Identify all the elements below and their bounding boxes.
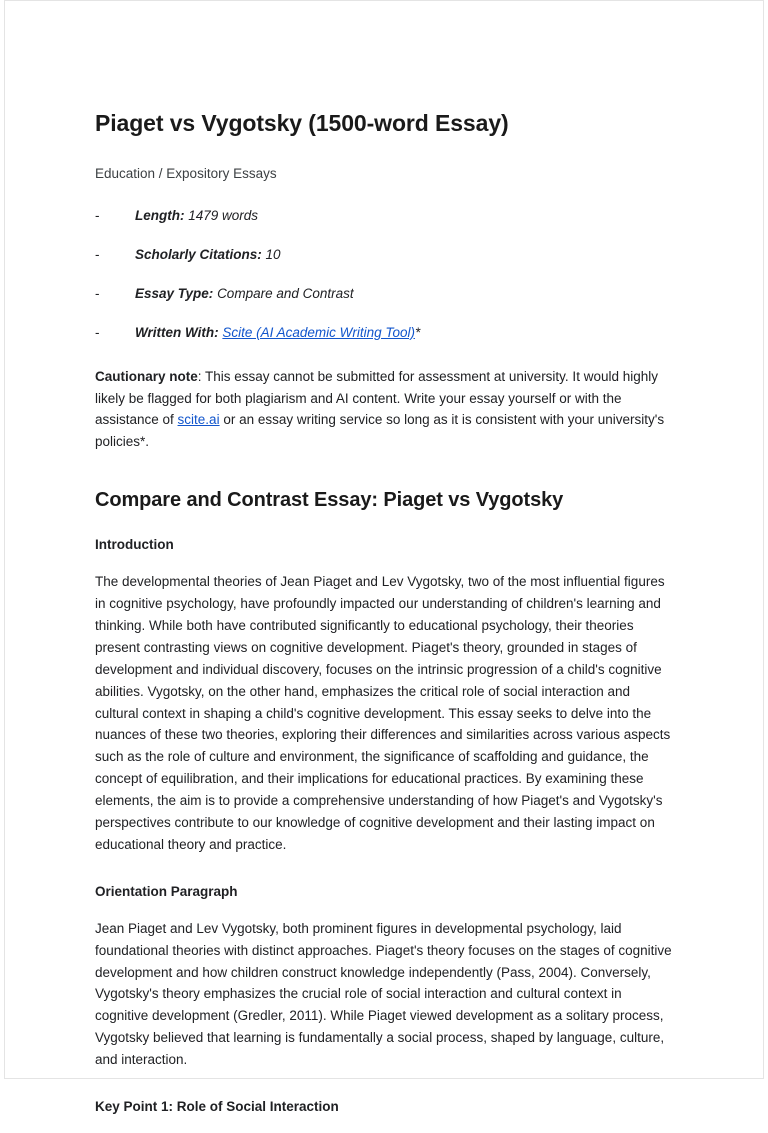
cautionary-note-text-before: : This essay cannot be submitted for assessment at university. It would highly likely be flagged for both plagiarism and AI content. Write your essay yourself or with the assistance of <box>95 368 658 428</box>
bullet-dash: - <box>95 324 100 340</box>
document-category: Education / Expository Essays <box>95 165 277 181</box>
scite-tool-link[interactable]: Scite (AI Academic Writing Tool) <box>222 324 415 340</box>
meta-label: Essay Type: <box>135 285 214 301</box>
list-item <box>95 284 673 305</box>
scite-ai-link[interactable]: scite.ai <box>177 412 220 428</box>
cautionary-note-label: Cautionary note <box>95 368 198 384</box>
document-page <box>4 0 764 1114</box>
list-item <box>95 323 673 344</box>
subheading-key-point-1: Key Point 1: Role of Social Interaction <box>95 1098 339 1114</box>
meta-label: Length: <box>135 208 185 223</box>
cautionary-note-text-after: or an essay writing service so long as it is consistent with your university's policies*. <box>95 412 665 450</box>
paragraph-introduction: The developmental theories of Jean Piaget and Lev Vygotsky, two of the most influential figures in cognitive psychology, have profoundly impacted our understanding of children's learning and thinking. While both have contributed significantly to educational psychology, their theories present contrasting views on cognitive development. Piaget's theory, grounded in stages of development and individual discovery, focuses on the intrinsic progression of a child's cognitive abilities. Vygotsky, on the other hand, emphasizes the critical role of social interaction and cultural context in shaping a child's cognitive development. This essay seeks to delve into the nuances of these two theories, exploring their differences and similarities across various aspects such as the role of culture and environment, the significance of scaffolding and guidance, the concept of equilibration, and their implications for educational practices. By examining these elements, the aim is to provide a comprehensive understanding of how Piaget's and Vygotsky's perspectives contribute to our knowledge of cognitive development and their lasting impact on educational theory and practice. <box>95 574 671 852</box>
list-item <box>95 206 673 227</box>
bullet-dash: - <box>95 208 100 223</box>
page-title: Piaget vs Vygotsky (1500-word Essay) <box>95 110 509 136</box>
document-content <box>95 109 673 1133</box>
essay-heading: Compare and Contrast Essay: Piaget vs Vygotsky <box>95 489 564 512</box>
subheading-introduction: Introduction <box>95 537 174 553</box>
list-item <box>95 245 673 266</box>
meta-label: Scholarly Citations: <box>135 246 262 262</box>
meta-value: 1479 words <box>188 208 259 223</box>
cautionary-note <box>95 366 673 453</box>
bullet-dash: - <box>95 285 100 301</box>
bullet-dash: - <box>95 246 100 262</box>
meta-label: Written With: <box>135 324 219 340</box>
essay-metadata-list <box>95 206 673 344</box>
meta-suffix: * <box>414 324 421 340</box>
meta-value: 10 <box>265 246 281 262</box>
meta-value: Compare and Contrast <box>217 285 354 301</box>
paragraph-orientation: Jean Piaget and Lev Vygotsky, both prominent figures in developmental psychology, laid foundational theories with distinct approaches. Piaget's theory focuses on the stages of cognitive development and how children construct knowledge independently (Pass, 2004). Conversely, Vygotsky's theory emphasizes the crucial role of social interaction and cultural context in cognitive development (Gredler, 2011). While Piaget viewed development as a solitary process, Vygotsky believed that learning is fundamentally a social process, shaped by language, culture, and interaction. <box>95 920 672 1067</box>
subheading-orientation-paragraph: Orientation Paragraph <box>95 883 238 899</box>
